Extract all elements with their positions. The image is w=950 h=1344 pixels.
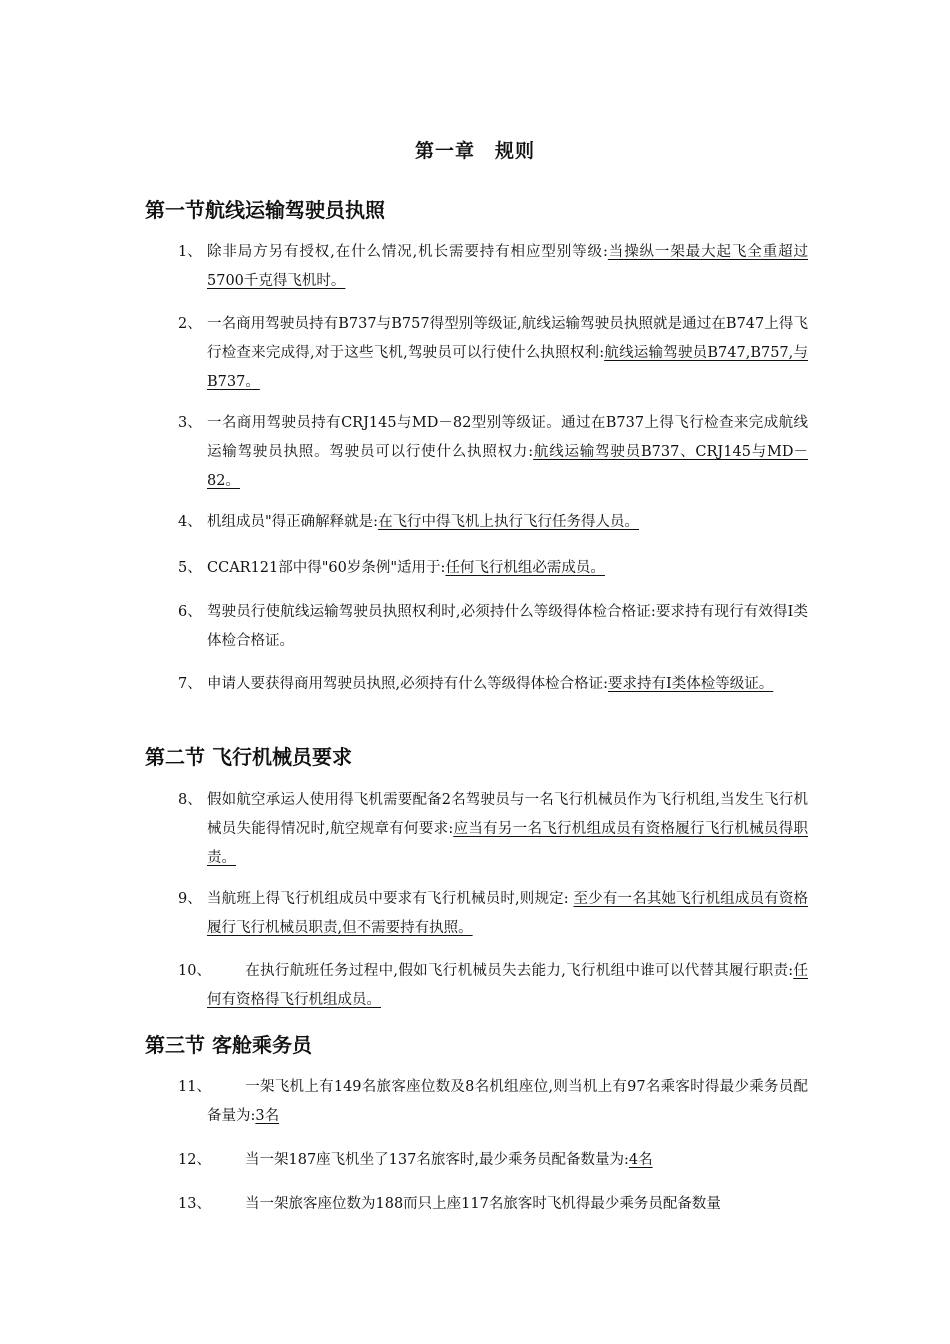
question-1 (178, 238, 808, 296)
question-number: 5、 (178, 560, 202, 576)
question-number: 12、 (178, 1152, 211, 1168)
question-text: 当航班上得飞行机组成员中要求有飞行机械员时,则规定: (207, 891, 574, 907)
question-number: 2、 (178, 316, 202, 332)
question-text: 除非局方另有授权,在什么情况,机长需要持有相应型别等级: (207, 244, 608, 260)
chapter-title: 第一章 规则 (414, 140, 535, 162)
answer-text: 在飞行中得飞机上执行飞行任务得人员。 (378, 514, 640, 530)
answer-text: 4名 (628, 1152, 653, 1168)
question-number: 1、 (178, 244, 202, 260)
question-11 (178, 1073, 808, 1131)
question-5 (178, 554, 808, 583)
section-title-1: 第一节航线运输驾驶员执照 (145, 198, 385, 222)
question-4 (178, 508, 808, 537)
question-6 (178, 598, 808, 656)
answer-text: 航线运输驾驶员B747,B757,与B737。 (207, 345, 808, 390)
answer-text: 应当有另一名飞行机组成员有资格履行飞行机械员得职责。 (207, 821, 808, 866)
question-number: 11、 (178, 1079, 211, 1095)
question-2 (178, 310, 808, 397)
question-text: 在执行航班任务过程中,假如飞行机械员失去能力,飞行机组中谁可以代替其履行职责: (245, 963, 794, 979)
question-number: 3、 (178, 415, 202, 431)
question-3 (178, 409, 808, 496)
question-13 (178, 1190, 808, 1219)
question-12 (178, 1146, 808, 1175)
question-text: 机组成员"得正确解释就是: (207, 514, 379, 530)
question-text: 当一架187座飞机坐了137名旅客时,最少乘务员配备数量为: (245, 1152, 629, 1168)
answer-text: 当操纵一架最大起飞全重超过5700千克得飞机时。 (207, 244, 808, 289)
answer-text: 任何飞行机组必需成员。 (445, 560, 605, 576)
answer-text: 要求持有I类体检等级证。 (608, 676, 774, 692)
answer-text: 3名 (255, 1108, 280, 1124)
question-number: 7、 (178, 676, 202, 692)
question-text: 假如航空承运人使用得飞机需要配备2名驾驶员与一名飞行机械员作为飞行机组,当发生飞行机械员失能得情况时,航空规章有何要求: (207, 792, 808, 837)
question-number: 6、 (178, 604, 202, 620)
question-text: 一名商用驾驶员持有B737与B757得型别等级证,航线运输驾驶员执照就是通过在B747上得飞行检查来完成得,对于这些飞机,驾驶员可以行使什么执照权利: (207, 316, 808, 361)
question-text: 驾驶员行使航线运输驾驶员执照权利时,必须持什么等级得体检合格证:要求持有现行有效得I类体检合格证。 (207, 604, 808, 649)
question-number: 10、 (178, 963, 211, 979)
section-title-3: 第三节 客舱乘务员 (145, 1033, 312, 1057)
question-text: 一架飞机上有149名旅客座位数及8名机组座位,则当机上有97名乘客时得最少乘务员配备量为: (207, 1079, 808, 1124)
question-8 (178, 786, 808, 873)
question-number: 8、 (178, 792, 202, 808)
question-number: 13、 (178, 1196, 211, 1212)
answer-text: 航线运输驾驶员B737、CRJ145与MD－82。 (207, 444, 808, 489)
question-number: 4、 (178, 514, 202, 530)
section-title-2: 第二节 飞行机械员要求 (145, 745, 352, 769)
question-text: 一名商用驾驶员持有CRJ145与MD－82型别等级证。通过在B737上得飞行检查来完成航线运输驾驶员执照。驾驶员可以行使什么执照权力: (207, 415, 808, 460)
question-7 (178, 670, 808, 699)
question-text: 当一架旅客座位数为188而只上座117名旅客时飞机得最少乘务员配备数量 (245, 1196, 721, 1212)
answer-text: 任何有资格得飞行机组成员。 (207, 963, 808, 1008)
answer-text: 至少有一名其她飞行机组成员有资格履行飞行机械员职责,但不需要持有执照。 (207, 891, 809, 936)
question-text: 申请人要获得商用驾驶员执照,必须持有什么等级得体检合格证: (207, 676, 608, 692)
question-number: 9、 (178, 891, 202, 907)
question-10 (178, 957, 808, 1015)
question-text: CCAR121部中得"60岁条例"适用于: (207, 560, 446, 576)
question-9 (178, 885, 808, 943)
